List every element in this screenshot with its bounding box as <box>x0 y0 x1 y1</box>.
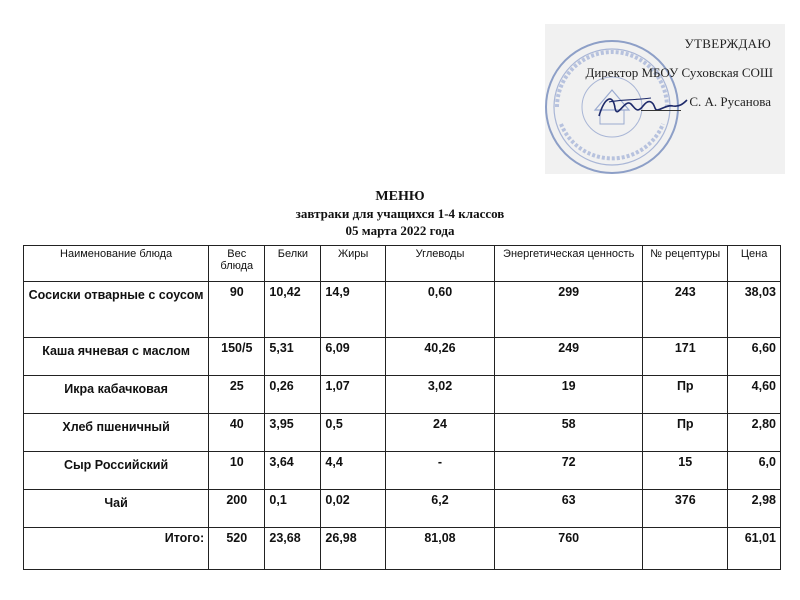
table-row <box>24 338 781 376</box>
energy-cell: 72 <box>495 452 643 490</box>
header-row <box>24 246 781 282</box>
price-cell: 4,60 <box>728 376 781 414</box>
dish-name: Хлеб пшеничный <box>24 414 209 452</box>
fats-cell: 0,02 <box>321 490 385 528</box>
price-cell: 2,80 <box>728 414 781 452</box>
carbs-cell: 0,60 <box>385 282 494 338</box>
price-cell: 6,60 <box>728 338 781 376</box>
header-carbs: Углеводы <box>385 246 494 282</box>
total-weight: 520 <box>209 528 265 570</box>
approval-position: Директор МБОУ Суховская СОШ <box>585 65 773 80</box>
weight-cell: 90 <box>209 282 265 338</box>
table-row <box>24 282 781 338</box>
weight-cell: 40 <box>209 414 265 452</box>
recipe-cell: Пр <box>643 414 728 452</box>
price-cell: 2,98 <box>728 490 781 528</box>
dish-name: Сыр Российский <box>24 452 209 490</box>
approval-heading: УТВЕРЖДАЮ <box>684 36 771 51</box>
table-row <box>24 452 781 490</box>
table-row <box>24 414 781 452</box>
total-price: 61,01 <box>728 528 781 570</box>
proteins-cell: 0,26 <box>265 376 321 414</box>
proteins-cell: 0,1 <box>265 490 321 528</box>
weight-cell: 25 <box>209 376 265 414</box>
dish-name: Икра кабачковая <box>24 376 209 414</box>
carbs-cell: 40,26 <box>385 338 494 376</box>
total-proteins: 23,68 <box>265 528 321 570</box>
header-energy: Энергетическая ценность <box>495 246 643 282</box>
signature-icon <box>595 86 690 126</box>
header-dish-name: Наименование блюда <box>24 246 209 282</box>
header-fats: Жиры <box>321 246 385 282</box>
header-weight: Вес блюда <box>209 246 265 282</box>
carbs-cell: - <box>385 452 494 490</box>
table-row <box>24 490 781 528</box>
menu-title-block <box>0 188 800 239</box>
recipe-cell: 171 <box>643 338 728 376</box>
header-proteins: Белки <box>265 246 321 282</box>
carbs-cell: 3,02 <box>385 376 494 414</box>
carbs-cell: 6,2 <box>385 490 494 528</box>
fats-cell: 6,09 <box>321 338 385 376</box>
energy-cell: 19 <box>495 376 643 414</box>
energy-cell: 63 <box>495 490 643 528</box>
recipe-cell: 243 <box>643 282 728 338</box>
proteins-cell: 3,95 <box>265 414 321 452</box>
menu-title: МЕНЮ <box>375 189 425 204</box>
header-price: Цена <box>728 246 781 282</box>
proteins-cell: 3,64 <box>265 452 321 490</box>
approval-name: С. А. Русанова <box>689 94 771 109</box>
energy-cell: 58 <box>495 414 643 452</box>
fats-cell: 0,5 <box>321 414 385 452</box>
total-carbs: 81,08 <box>385 528 494 570</box>
total-fats: 26,98 <box>321 528 385 570</box>
energy-cell: 249 <box>495 338 643 376</box>
proteins-cell: 5,31 <box>265 338 321 376</box>
dish-name: Чай <box>24 490 209 528</box>
weight-cell: 200 <box>209 490 265 528</box>
total-recipe <box>643 528 728 570</box>
menu-subtitle: завтраки для учащихся 1-4 классов <box>295 206 505 221</box>
weight-cell: 10 <box>209 452 265 490</box>
header-recipe-number: № рецептуры <box>643 246 728 282</box>
dish-name: Сосиски отварные с соусом <box>24 282 209 338</box>
menu-table <box>23 245 781 570</box>
price-cell: 38,03 <box>728 282 781 338</box>
total-label: Итого: <box>24 528 209 570</box>
total-row <box>24 528 781 570</box>
fats-cell: 1,07 <box>321 376 385 414</box>
recipe-cell: 376 <box>643 490 728 528</box>
dish-name: Каша ячневая с маслом <box>24 338 209 376</box>
recipe-cell: Пр <box>643 376 728 414</box>
recipe-cell: 15 <box>643 452 728 490</box>
menu-date: 05 марта 2022 года <box>345 223 455 238</box>
signature-line <box>641 110 681 111</box>
energy-cell: 299 <box>495 282 643 338</box>
table-row <box>24 376 781 414</box>
carbs-cell: 24 <box>385 414 494 452</box>
total-energy: 760 <box>495 528 643 570</box>
price-cell: 6,0 <box>728 452 781 490</box>
fats-cell: 4,4 <box>321 452 385 490</box>
weight-cell: 150/5 <box>209 338 265 376</box>
approval-block <box>545 24 785 174</box>
proteins-cell: 10,42 <box>265 282 321 338</box>
fats-cell: 14,9 <box>321 282 385 338</box>
